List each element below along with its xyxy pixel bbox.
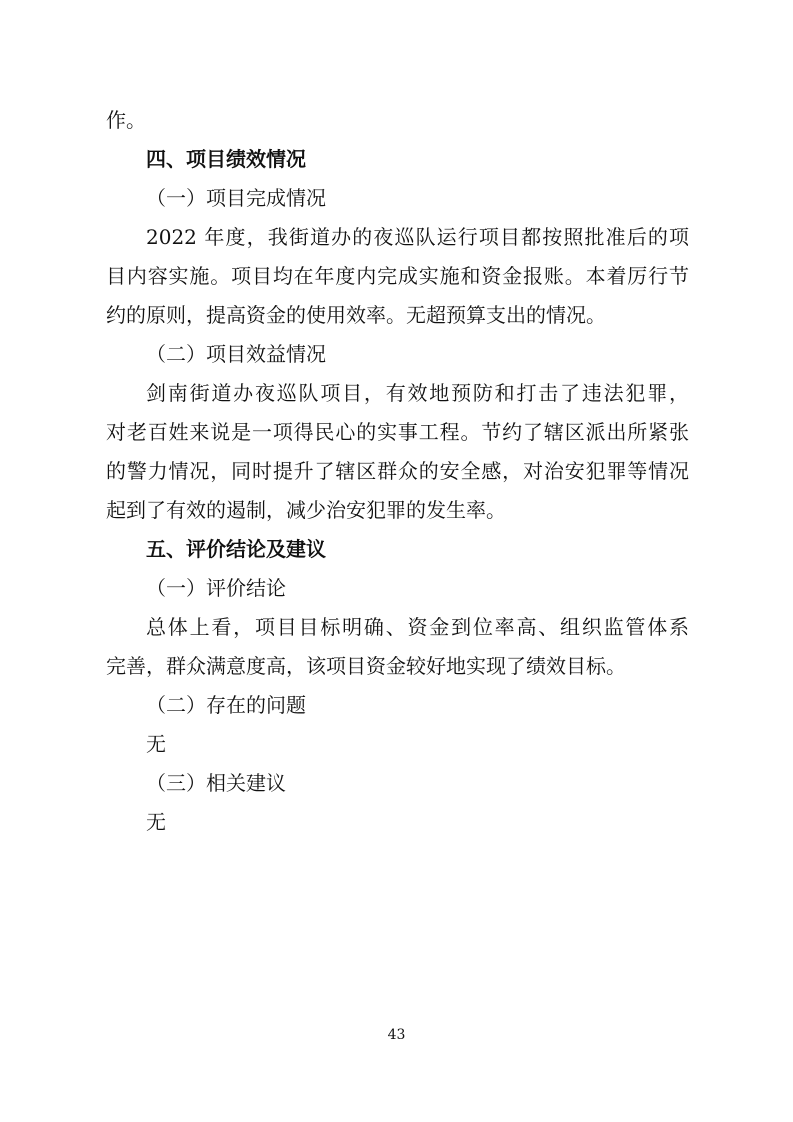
paragraph-line: 无	[146, 732, 166, 756]
section-heading-conclusion: 五、评价结论及建议	[146, 537, 326, 561]
subheading-completion: （一）项目完成情况	[146, 186, 326, 210]
paragraph-line: 对老百姓来说是一项得民心的实事工程。节约了辖区派出所紧张	[106, 420, 689, 444]
paragraph-line: 剑南街道办夜巡队项目，有效地预防和打击了违法犯罪，	[146, 381, 689, 405]
page-number: 43	[387, 1027, 406, 1043]
paragraph-line: 无	[146, 810, 166, 834]
subheading-issues: （二）存在的问题	[146, 693, 306, 717]
paragraph-line: 2022 年度，我街道办的夜巡队运行项目都按照批准后的项	[146, 225, 689, 249]
paragraph-line: 起到了有效的遏制，减少治安犯罪的发生率。	[106, 498, 506, 522]
subheading-suggestions: （三）相关建议	[146, 771, 286, 795]
paragraph-line: 的警力情况，同时提升了辖区群众的安全感，对治安犯罪等情况	[106, 459, 689, 483]
paragraph-line: 作。	[106, 108, 146, 132]
paragraph-line: 总体上看，项目目标明确、资金到位率高、组织监管体系	[146, 615, 689, 639]
paragraph-line: 目内容实施。项目均在年度内完成实施和资金报账。本着厉行节	[106, 264, 689, 288]
section-heading-performance: 四、项目绩效情况	[146, 147, 306, 171]
subheading-evaluation: （一）评价结论	[146, 576, 286, 600]
paragraph-line: 完善，群众满意度高，该项目资金较好地实现了绩效目标。	[106, 654, 626, 678]
subheading-benefit: （二）项目效益情况	[146, 342, 326, 366]
paragraph-line: 约的原则，提高资金的使用效率。无超预算支出的情况。	[106, 303, 606, 327]
